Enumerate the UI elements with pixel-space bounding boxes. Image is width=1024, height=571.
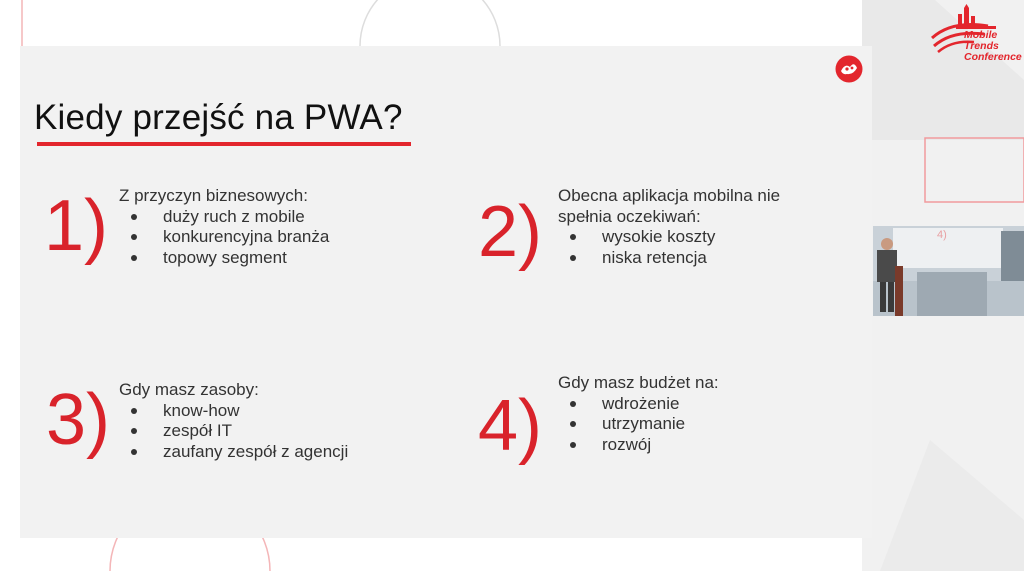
bullet-list xyxy=(119,401,348,463)
presentation-slide xyxy=(20,46,872,538)
speaker-video xyxy=(873,226,1024,316)
list-item: wysokie koszty xyxy=(570,227,780,248)
brand-name xyxy=(964,30,1022,63)
section-number-2: 2) xyxy=(478,192,543,272)
section-2 xyxy=(558,186,780,268)
section-number-3: 3) xyxy=(46,380,111,460)
bullet-list xyxy=(119,207,329,269)
section-4 xyxy=(558,373,719,455)
section-heading: Gdy masz budżet na: xyxy=(558,373,719,392)
brand-line-1: Mobile xyxy=(964,29,998,41)
list-item: konkurencyjna branża xyxy=(131,227,329,248)
section-heading: Z przyczyn biznesowych: xyxy=(119,186,308,205)
list-item: niska retencja xyxy=(570,248,780,269)
projected-slide-number: 4) xyxy=(937,229,947,241)
brand-line-3: Conference xyxy=(964,51,1022,63)
section-heading-line-1: Obecna aplikacja mobilna nie xyxy=(558,186,781,205)
list-item: duży ruch z mobile xyxy=(131,207,329,228)
section-heading: Gdy masz zasoby: xyxy=(119,380,259,399)
list-item: topowy segment xyxy=(131,248,329,269)
section-3 xyxy=(119,380,348,462)
list-item: wdrożenie xyxy=(570,394,719,415)
brand-line-2: Trends xyxy=(964,40,999,52)
bullet-list xyxy=(558,394,719,456)
list-item: know-how xyxy=(131,401,348,422)
list-item: utrzymanie xyxy=(570,414,719,435)
list-item: rozwój xyxy=(570,435,719,456)
brand-logo xyxy=(930,4,1022,74)
list-item: zaufany zespół z agencji xyxy=(131,442,348,463)
section-1 xyxy=(119,186,329,268)
list-item: zespół IT xyxy=(131,421,348,442)
speaker-scene-icon xyxy=(873,226,1024,316)
section-number-1: 1) xyxy=(44,186,109,266)
conference-logo-icon xyxy=(835,55,863,83)
bullet-list xyxy=(558,227,780,268)
title-underline xyxy=(37,142,411,146)
section-heading-line-2: spełnia oczekiwań: xyxy=(558,206,701,226)
section-number-4: 4) xyxy=(478,386,543,466)
slide-title: Kiedy przejść na PWA? xyxy=(34,98,403,137)
